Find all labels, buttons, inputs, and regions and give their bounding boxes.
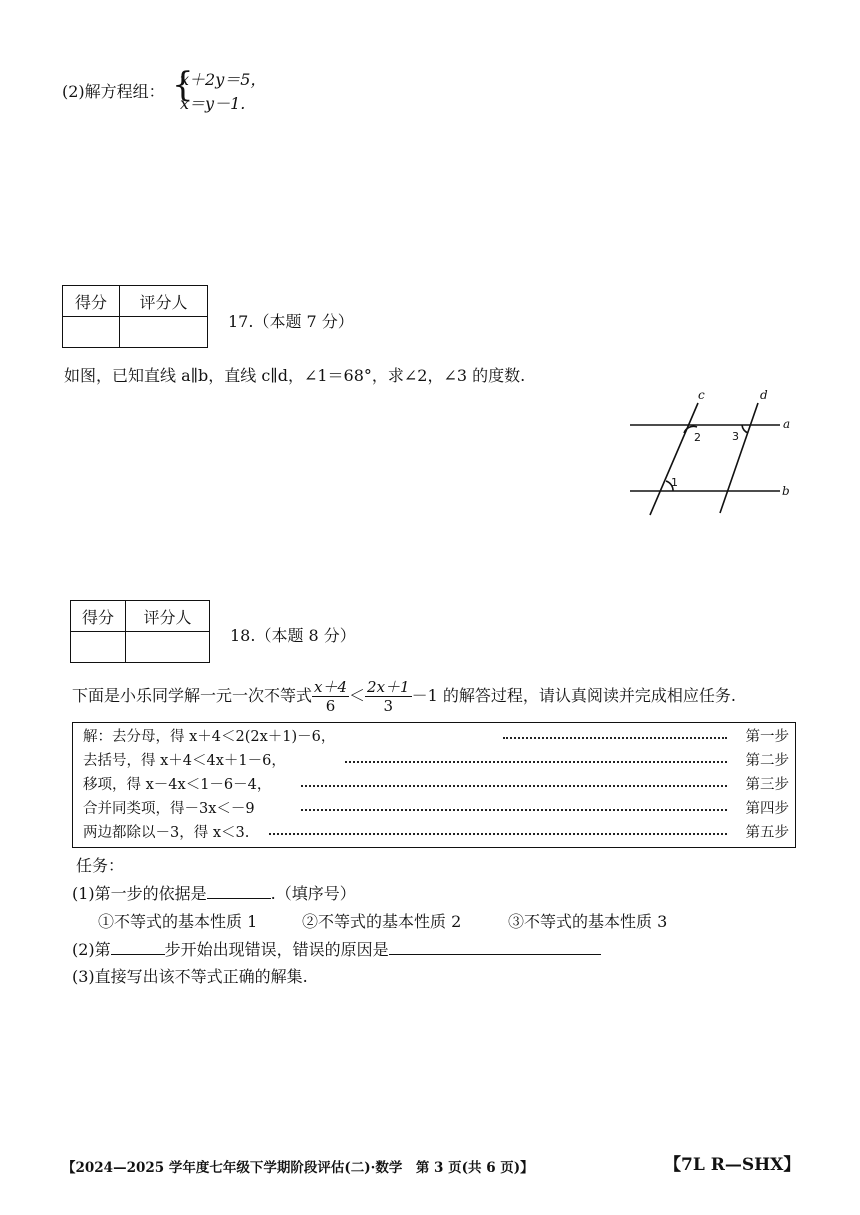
score-header: 得分 <box>71 601 126 632</box>
q18-header: 18.（本题 8 分） <box>230 626 356 645</box>
task-1-pre: (1)第一步的依据是 <box>72 884 207 903</box>
equation-2: x＝y－1. <box>180 94 246 113</box>
task-2-reason-blank[interactable] <box>389 940 601 955</box>
fraction-2-numerator: 2x＋1 <box>367 678 410 696</box>
option-1: ①不等式的基本性质 1 <box>98 912 258 931</box>
q16-part2-label: (2)解方程组： <box>62 82 165 101</box>
step-row <box>83 749 789 773</box>
step-text: 移项，得 x－4x＜1－6－4， <box>83 777 272 793</box>
parallel-lines-figure <box>620 385 800 520</box>
step-text: 解：去分母，得 x＋4＜2(2x＋1)－6， <box>83 729 336 745</box>
task-2-step-blank[interactable] <box>111 940 165 955</box>
q18-intro-post: －1 的解答过程，请认真阅读并完成相应任务. <box>411 686 736 705</box>
solution-steps-box <box>72 722 796 848</box>
step-text: 去括号，得 x＋4＜4x＋1－6， <box>83 753 286 769</box>
step-row <box>83 773 789 797</box>
paper-code: 【7L R—SHX】 <box>664 1155 801 1175</box>
label-c: c <box>698 388 705 402</box>
score-cell[interactable] <box>71 632 126 663</box>
q17-text: 如图，已知直线 a∥b，直线 c∥d，∠1＝68°，求∠2，∠3 的度数. <box>64 366 526 385</box>
page-footer: 【2024—2025 学年度七年级下学期阶段评估(二)·数学 第 3 页(共 6 页)】 <box>62 1160 534 1176</box>
grader-header: 评分人 <box>120 286 208 317</box>
step-label: 第一步 <box>745 729 789 745</box>
angle-2-label: 2 <box>694 431 701 444</box>
fraction-2 <box>365 678 412 715</box>
q18-intro-pre: 下面是小乐同学解一元一次不等式 <box>72 686 313 705</box>
step-label: 第五步 <box>745 825 789 841</box>
task-3: (3)直接写出该不等式正确的解集. <box>72 967 308 986</box>
label-d: d <box>760 388 768 402</box>
step-label: 第二步 <box>745 753 789 769</box>
fraction-2-denominator: 3 <box>383 697 394 715</box>
step-row <box>83 821 789 845</box>
step-row <box>83 725 789 749</box>
less-than: ＜ <box>349 686 366 705</box>
equation-1: x＋2y＝5， <box>180 70 267 89</box>
angle-3-label: 3 <box>732 430 739 443</box>
line-d <box>720 403 758 513</box>
q17-header: 17.（本题 7 分） <box>228 312 354 331</box>
grader-cell[interactable] <box>120 317 208 348</box>
step-row <box>83 797 789 821</box>
option-3: ③不等式的基本性质 3 <box>508 912 668 931</box>
fraction-1-numerator: x＋4 <box>314 678 348 696</box>
angle-3-arc <box>742 425 748 433</box>
grader-header: 评分人 <box>126 601 210 632</box>
task-2 <box>72 940 601 960</box>
score-cell[interactable] <box>63 317 120 348</box>
label-b: b <box>782 484 790 498</box>
score-box-18 <box>70 600 210 663</box>
task-2-mid: 步开始出现错误，错误的原因是 <box>164 940 389 959</box>
label-a: a <box>783 417 791 431</box>
task-2-pre: (2)第 <box>72 940 111 959</box>
system-brace: { <box>172 65 194 105</box>
step-label: 第三步 <box>745 777 789 793</box>
step-text: 两边都除以－3，得 x＜3. <box>83 825 250 841</box>
task-1 <box>72 884 356 904</box>
grader-cell[interactable] <box>126 632 210 663</box>
fraction-1-denominator: 6 <box>325 697 336 715</box>
step-label: 第四步 <box>745 801 789 817</box>
fraction-1 <box>312 678 349 715</box>
task-title: 任务： <box>76 856 125 875</box>
option-2: ②不等式的基本性质 2 <box>302 912 462 931</box>
line-c <box>650 403 698 515</box>
task-1-answer-blank[interactable] <box>207 884 271 899</box>
step-text: 合并同类项，得－3x＜－9 <box>83 801 255 817</box>
score-box-17 <box>62 285 208 348</box>
task-1-post: .（填序号） <box>270 884 356 903</box>
q18-intro <box>72 676 736 716</box>
score-header: 得分 <box>63 286 120 317</box>
angle-1-label: 1 <box>671 476 678 489</box>
